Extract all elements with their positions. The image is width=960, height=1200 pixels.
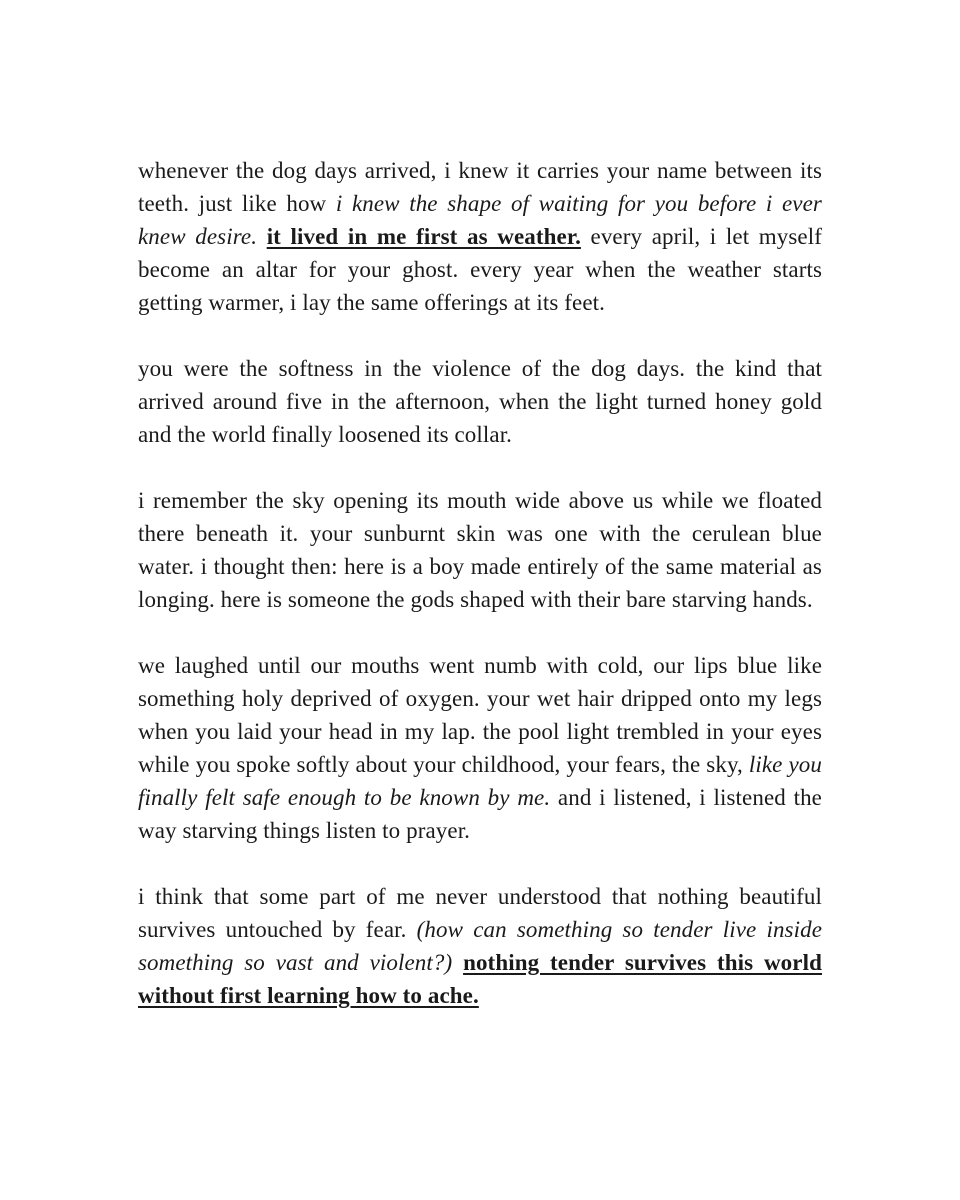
- paragraph-4-text-1: we laughed until our mouths went numb with cold, our lips blue like something holy deprived of oxygen. your wet hair dripped onto my legs when you laid your head in my lap. the pool light trembled in your eyes while you spoke softly about your childhood, your fears, the sky,: [138, 653, 822, 777]
- paragraph-5-text-1: i think that some part of me never understood that nothing beautiful survives untouched by fear.: [138, 884, 822, 942]
- paragraph-3-text-1: i remember the sky opening its mouth wide above us while we floated there beneath it. your sunburnt skin was one with the cerulean blue water. i thought then: here is a boy made entirely of the same material as longing. here is someone the gods shaped with their bare starving hands.: [138, 488, 822, 612]
- paragraph-1-space-1: [257, 224, 267, 249]
- paragraph-1-text-2: every april, i let myself become an altar for your ghost. every year when the weather starts getting warmer, i lay the same offerings at its feet.: [138, 224, 822, 315]
- paragraph-4: [138, 649, 822, 847]
- paragraph-1-italic-1: i knew the shape of waiting for you before i ever knew desire.: [138, 191, 822, 249]
- paragraph-3: [138, 484, 822, 616]
- paragraph-5: [138, 880, 822, 1012]
- paragraph-2-text-1: you were the softness in the violence of the dog days. the kind that arrived around five in the afternoon, when the light turned honey gold and the world finally loosened its collar.: [138, 356, 822, 447]
- paragraph-1-emphasis-1: it lived in me first as weather.: [266, 224, 581, 249]
- paragraph-2: [138, 352, 822, 451]
- paragraph-1: [138, 154, 822, 319]
- paragraph-5-italic-1: (how can something so tender live inside something so vast and violent?): [138, 917, 823, 975]
- paragraph-5-emphasis-1: nothing tender survives this world without first learning how to ache.: [138, 950, 822, 1008]
- paragraph-1-text-1: whenever the dog days arrived, i knew it carries your name between its teeth. just like how: [138, 158, 822, 216]
- paragraph-5-space-1: [452, 950, 463, 975]
- document-page: [138, 154, 822, 1012]
- paragraph-4-text-2: and i listened, i listened the way starving things listen to prayer.: [138, 785, 822, 843]
- paragraph-4-italic-1: like you finally felt safe enough to be known by me.: [138, 752, 822, 810]
